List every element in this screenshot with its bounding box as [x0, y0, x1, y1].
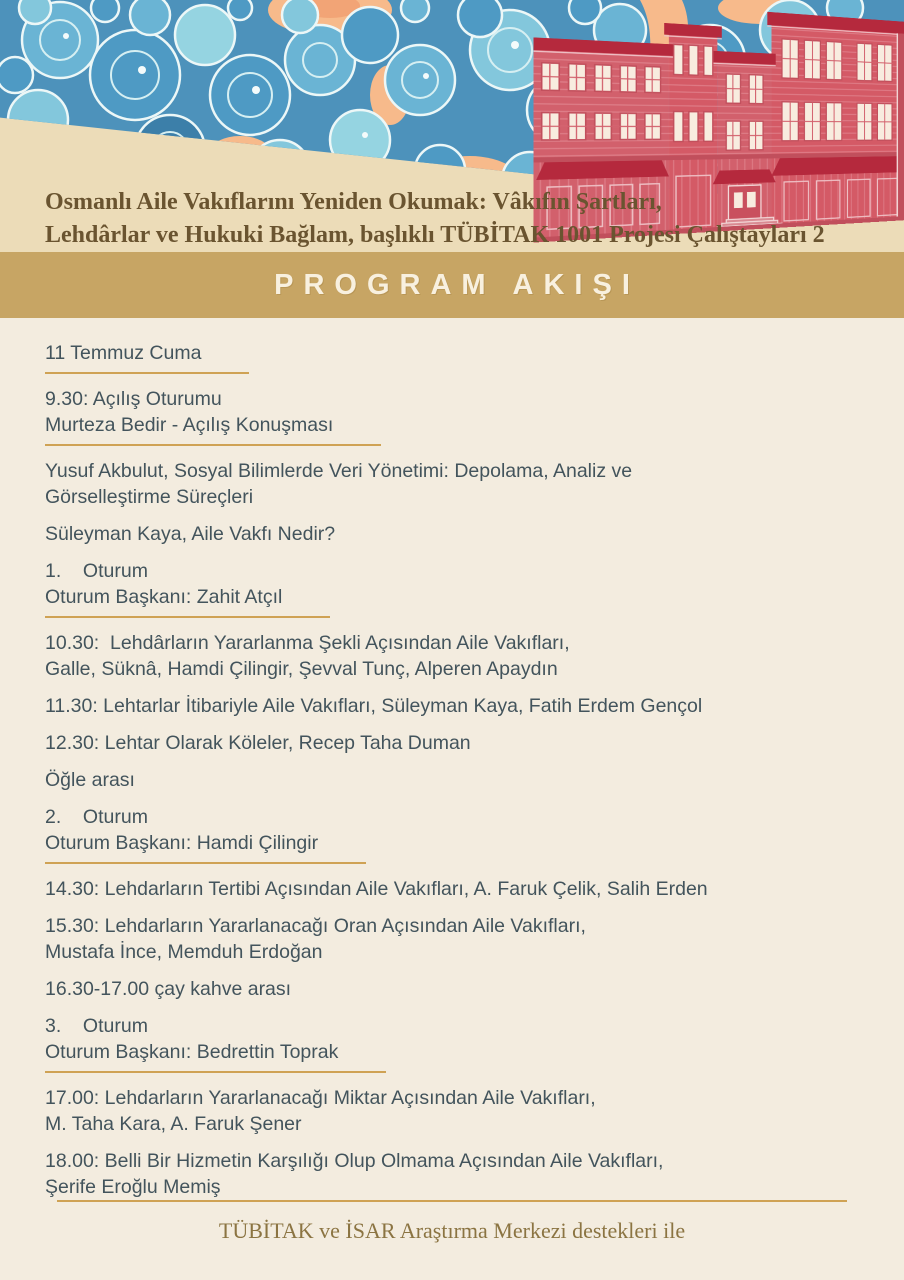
poster-title-line2: Lehdârlar ve Hukuki Bağlam, başlıklı TÜBİTAK 1001 Projesi Çalıştayları 2 — [45, 222, 825, 248]
schedule-heading — [45, 340, 249, 374]
schedule-line: 16.30-17.00 çay kahve arası — [45, 978, 292, 1000]
schedule-line: Öğle arası — [45, 769, 135, 791]
schedule-entry — [45, 913, 859, 965]
schedule-line: 2. Oturum — [45, 806, 148, 828]
schedule-line: 15.30: Lehdarların Yararlanacağı Oran Açısından Aile Vakıfları, — [45, 915, 586, 937]
footer-divider — [57, 1200, 847, 1202]
schedule-entry — [45, 1148, 859, 1200]
schedule-entry — [45, 876, 859, 902]
schedule-entry — [45, 458, 859, 510]
schedule-entry — [45, 693, 859, 719]
schedule-line: Oturum Başkanı: Hamdi Çilingir — [45, 832, 319, 854]
schedule-entry — [45, 521, 859, 547]
schedule-line: Yusuf Akbulut, Sosyal Bilimlerde Veri Yönetimi: Depolama, Analiz ve — [45, 460, 633, 482]
schedule-line: Şerife Eroğlu Memiş — [45, 1176, 221, 1198]
schedule-line: 12.30: Lehtar Olarak Köleler, Recep Taha Duman — [45, 732, 471, 754]
footer-support-text: TÜBİTAK ve İSAR Araştırma Merkezi destekleri ile — [218, 1218, 686, 1243]
program-banner — [0, 252, 904, 318]
program-banner-label: PROGRAM AKIŞI — [274, 268, 640, 301]
schedule-heading — [45, 558, 330, 618]
schedule-entry — [45, 1085, 859, 1137]
schedule-entry — [45, 730, 859, 756]
schedule-line: 11 Temmuz Cuma — [45, 342, 202, 364]
schedule-line: Oturum Başkanı: Bedrettin Toprak — [45, 1041, 339, 1063]
poster-title — [45, 186, 825, 252]
schedule-entry — [45, 630, 859, 682]
schedule-entry — [45, 976, 859, 1002]
schedule-line: 17.00: Lehdarların Yararlanacağı Miktar Açısından Aile Vakıfları, — [45, 1087, 596, 1109]
poster-title-line1: Osmanlı Aile Vakıflarını Yeniden Okumak: Vâkıfın Şartları, — [45, 189, 662, 215]
schedule-line: 14.30: Lehdarların Tertibi Açısından Aile Vakıfları, A. Faruk Çelik, Salih Erden — [45, 878, 708, 900]
schedule-line: Galle, Süknâ, Hamdi Çilingir, Şevval Tunç, Alperen Apaydın — [45, 658, 558, 680]
schedule-line: 9.30: Açılış Oturumu — [45, 388, 222, 410]
schedule-heading — [45, 804, 366, 864]
schedule-line: Süleyman Kaya, Aile Vakfı Nedir? — [45, 523, 336, 545]
schedule-line: Murteza Bedir - Açılış Konuşması — [45, 414, 334, 436]
schedule-list — [0, 318, 904, 1200]
schedule-line: 10.30: Lehdârların Yararlanma Şekli Açısından Aile Vakıfları, — [45, 632, 570, 654]
schedule-line: M. Taha Kara, A. Faruk Şener — [45, 1113, 302, 1135]
schedule-heading — [45, 1013, 386, 1073]
footer — [0, 1200, 904, 1280]
schedule-line: Oturum Başkanı: Zahit Atçıl — [45, 586, 283, 608]
schedule-line: 18.00: Belli Bir Hizmetin Karşılığı Olup Olmama Açısından Aile Vakıfları, — [45, 1150, 664, 1172]
schedule-line: Mustafa İnce, Memduh Erdoğan — [45, 941, 323, 963]
schedule-entry — [45, 767, 859, 793]
schedule-line: Görselleştirme Süreçleri — [45, 486, 254, 508]
schedule-line: 11.30: Lehtarlar İtibariyle Aile Vakıfları, Süleyman Kaya, Fatih Erdem Gençol — [45, 695, 703, 717]
schedule-heading — [45, 386, 381, 446]
schedule-line: 3. Oturum — [45, 1015, 148, 1037]
schedule-line: 1. Oturum — [45, 560, 148, 582]
header — [0, 0, 904, 252]
